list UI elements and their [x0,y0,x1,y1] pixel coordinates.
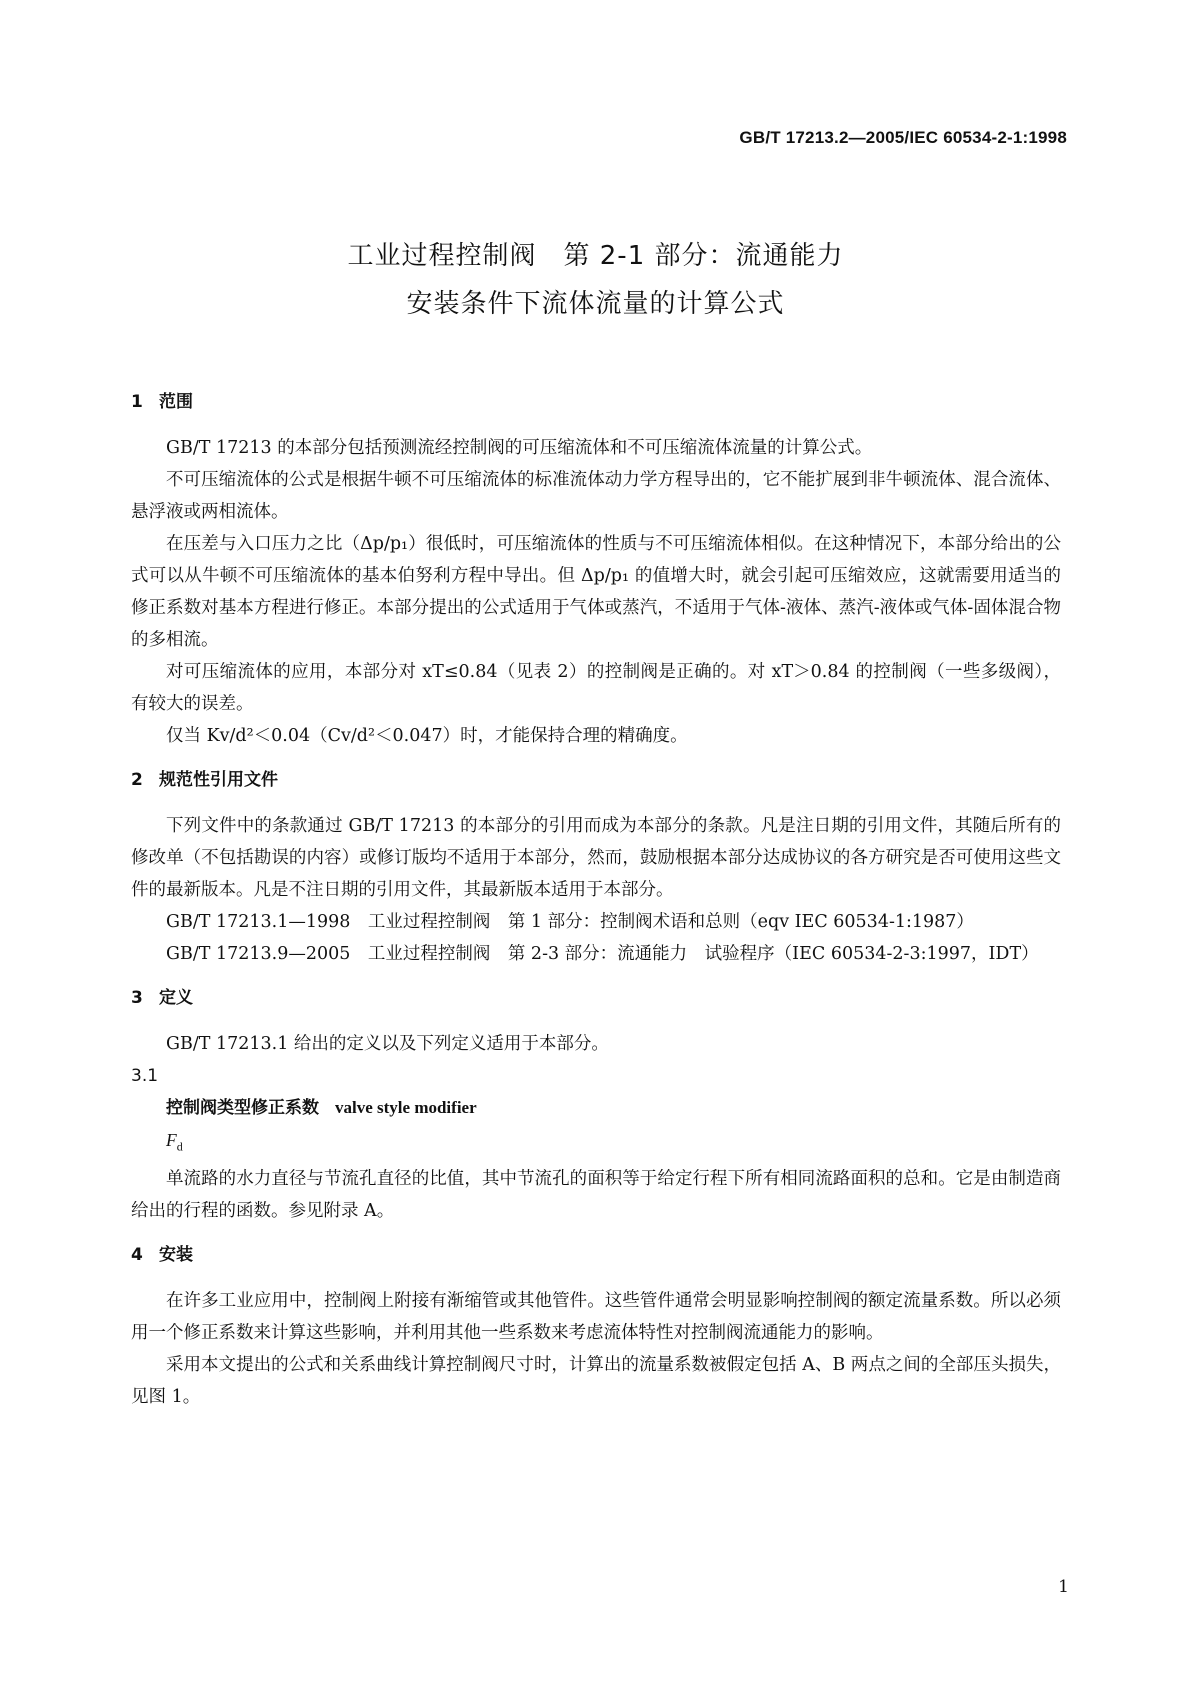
section-number: 4 [131,1244,143,1265]
section-3-heading [131,982,1061,1014]
section-number: 2 [131,770,143,790]
paragraph: 下列文件中的条款通过 GB/T 17213 的本部分的引用而成为本部分的条款。凡是注日期的引用文件，其随后所有的修改单（不包括勘误的内容）或修订版均不适用于本部分，然而，鼓励根据本部分达成协议的各方研究是否可使用这些文件的最新版本。凡是不注日期的引用文件，其最新版本适用于本部分。 [131,816,1061,900]
section-title: 安装 [159,1244,193,1265]
paragraph: 采用本文提出的公式和关系曲线计算控制阀尺寸时，计算出的流量系数被假定包括 A、B 两点之间的全部压头损失，见图 1。 [131,1354,1061,1407]
paragraph: GB/T 17213 的本部分包括预测流经控制阀的可压缩流体和不可压缩流体流量的计算公式。 [166,438,873,458]
section-title: 范围 [159,392,193,412]
section-title: 定义 [159,988,193,1008]
section-number: 1 [131,392,143,412]
paragraph: GB/T 17213.1 给出的定义以及下列定义适用于本部分。 [166,1034,609,1054]
standard-number: GB/T 17213.2—2005/IEC 60534-2-1:1998 [739,128,1067,147]
title-line-2: 安装条件下流体流量的计算公式 [406,289,785,319]
symbol-main: F [166,1130,177,1150]
definition-text: 单流路的水力直径与节流孔直径的比值，其中节流孔的面积等于给定行程下所有相同流路面积的总和。它是由制造商给出的行程的函数。参见附录 A。 [131,1168,1061,1221]
paragraph: 对可压缩流体的应用，本部分对 xT≤0.84（见表 2）的控制阀是正确的。对 xT＞0.84 的控制阀（一些多级阀），有较大的误差。 [131,662,1061,714]
paragraph: 不可压缩流体的公式是根据牛顿不可压缩流体的标准流体动力学方程导出的，它不能扩展到非牛顿流体、混合流体、悬浮液或两相流体。 [131,470,1061,522]
section-title: 规范性引用文件 [159,770,278,790]
section-number: 3 [131,988,143,1008]
page-number: 1 [1058,1577,1069,1597]
symbol-subscript: d [176,1139,183,1154]
paragraph: 仅当 Kv/d²＜0.04（Cv/d²＜0.047）时，才能保持合理的精确度。 [166,726,688,746]
paragraph: 在压差与入口压力之比（Δp/p₁）很低时，可压缩流体的性质与不可压缩流体相似。在这种情况下，本部分给出的公式可以从牛顿不可压缩流体的基本伯努利方程中导出。但 Δp/p₁ 的值增大时，就会引起可压缩效应，这就需要用适当的修正系数对基本方程进行修正。本部分提出的公式适用于气体或蒸汽，不适用于气体-液体、蒸汽-液体或气体-固体混合物的多相流。 [131,534,1061,650]
section-2-heading [131,764,1061,796]
section-4-heading [131,1239,1061,1271]
term-entry [131,1092,1061,1124]
document-title [0,232,1191,328]
term-chinese: 控制阀类型修正系数 [166,1098,319,1118]
term-symbol [131,1124,1061,1163]
document-body [131,386,1061,1413]
paragraph: 在许多工业应用中，控制阀上附接有渐缩管或其他管件。这些管件通常会明显影响控制阀的额定流量系数。所以必须用一个修正系数来计算这些影响，并利用其他一些系数来考虑流体特性对控制阀流通能力的影响。 [131,1290,1061,1343]
section-1-heading [131,386,1061,418]
term-english: valve style modifier [335,1098,477,1117]
normative-reference: GB/T 17213.1—1998 工业过程控制阀 第 1 部分：控制阀术语和总则（eqv IEC 60534-1:1987） [166,912,974,932]
title-line-1: 工业过程控制阀 第 2-1 部分：流通能力 [347,241,844,271]
normative-reference: GB/T 17213.9—2005 工业过程控制阀 第 2-3 部分：流通能力 试验程序（IEC 60534-2-3:1997，IDT） [166,944,1039,964]
subsection-number: 3.1 [131,1066,159,1086]
